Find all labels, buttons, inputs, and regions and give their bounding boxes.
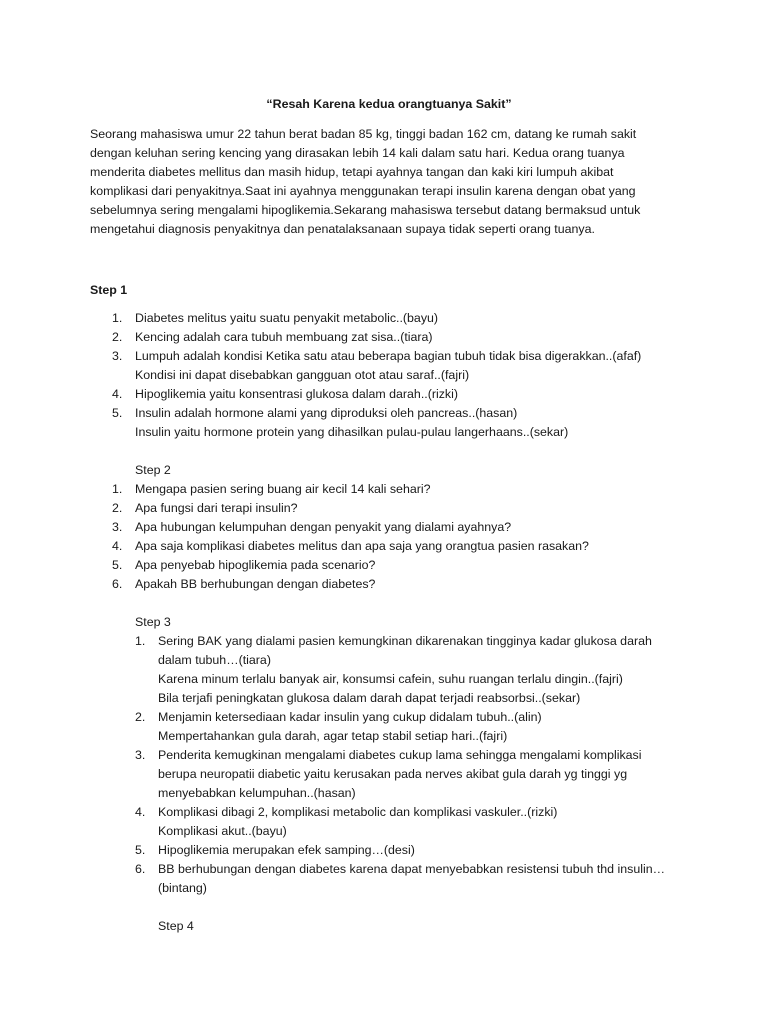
list-item xyxy=(90,632,768,708)
list-item-number: 3. xyxy=(112,520,123,534)
list-item-line: Apa saja komplikasi diabetes melitus dan apa saja yang orangtua pasien rasakan? xyxy=(135,539,589,553)
list-item-number: 6. xyxy=(135,862,146,876)
list-item xyxy=(90,480,768,499)
list-item-line: (bintang) xyxy=(158,881,207,895)
list-item xyxy=(90,575,768,594)
list-item-number: 5. xyxy=(112,558,123,572)
scenario-paragraph xyxy=(90,125,768,239)
step2-list xyxy=(90,480,768,594)
scenario-line: mengetahui diagnosis penyakitnya dan penatalaksanaan supaya tidak seperti orang tuanya. xyxy=(90,222,595,236)
list-item-number: 4. xyxy=(135,805,146,819)
list-item-line: Karena minum terlalu banyak air, konsumsi cafein, suhu ruangan terlalu dingin..(fajri) xyxy=(158,672,623,686)
list-item-line: Penderita kemugkinan mengalami diabetes cukup lama sehingga mengalami komplikasi xyxy=(158,748,642,762)
list-item-number: 6. xyxy=(112,577,123,591)
list-item-line: Komplikasi dibagi 2, komplikasi metabolic dan komplikasi vaskuler..(rizki) xyxy=(158,805,558,819)
list-item-line: berupa neuropatii diabetic yaitu kerusakan pada nerves akibat gula darah yg tinggi yg xyxy=(158,767,628,781)
list-item-line: menyebabkan kelumpuhan..(hasan) xyxy=(158,786,356,800)
list-item-line: Hipoglikemia merupakan efek samping…(desi) xyxy=(158,843,415,857)
list-item-number: 1. xyxy=(135,634,146,648)
list-item xyxy=(90,803,768,841)
list-item-number: 5. xyxy=(135,843,146,857)
list-item-line: Hipoglikemia yaitu konsentrasi glukosa dalam darah..(rizki) xyxy=(135,387,458,401)
list-item xyxy=(90,708,768,746)
list-item-number: 5. xyxy=(112,406,123,420)
list-item-number: 4. xyxy=(112,539,123,553)
list-item-line: Komplikasi akut..(bayu) xyxy=(158,824,287,838)
list-item-line: dalam tubuh…(tiara) xyxy=(158,653,271,667)
scenario-line: sebelumnya sering mengalami hipoglikemia.Sekarang mahasiswa tersebut datang bermaksud untuk xyxy=(90,203,641,217)
list-item xyxy=(90,860,768,898)
list-item-number: 1. xyxy=(112,482,123,496)
list-item-number: 2. xyxy=(112,330,123,344)
list-item-line: BB berhubungan dengan diabetes karena dapat menyebabkan resistensi tubuh thd insulin… xyxy=(158,862,665,876)
list-item-line: Bila terjafi peningkatan glukosa dalam darah dapat terjadi reabsorbsi..(sekar) xyxy=(158,691,581,705)
list-item xyxy=(90,385,768,404)
step4-heading: Step 4 xyxy=(158,919,194,933)
step1-list xyxy=(90,309,768,442)
list-item xyxy=(90,309,768,328)
list-item xyxy=(90,328,768,347)
list-item-line: Insulin yaitu hormone protein yang dihasilkan pulau-pulau langerhaans..(sekar) xyxy=(135,425,569,439)
list-item xyxy=(90,556,768,575)
list-item-line: Apa penyebab hipoglikemia pada scenario? xyxy=(135,558,376,572)
list-item-number: 4. xyxy=(112,387,123,401)
list-item-number: 1. xyxy=(112,311,123,325)
list-item-line: Apa hubungan kelumpuhan dengan penyakit yang dialami ayahnya? xyxy=(135,520,512,534)
list-item-number: 2. xyxy=(112,501,123,515)
list-item-line: Apakah BB berhubungan dengan diabetes? xyxy=(135,577,376,591)
step3-list xyxy=(90,632,768,898)
list-item xyxy=(90,746,768,803)
list-item-line: Sering BAK yang dialami pasien kemungkinan dikarenakan tingginya kadar glukosa darah xyxy=(158,634,652,648)
list-item-line: Apa fungsi dari terapi insulin? xyxy=(135,501,298,515)
list-item-line: Mengapa pasien sering buang air kecil 14 kali sehari? xyxy=(135,482,431,496)
scenario-line: menderita diabetes mellitus dan masih hidup, tetapi ayahnya tangan dan kaki kiri lumpuh akibat xyxy=(90,165,614,179)
list-item-line: Kencing adalah cara tubuh membuang zat sisa..(tiara) xyxy=(135,330,433,344)
list-item-line: Kondisi ini dapat disebabkan gangguan otot atau saraf..(fajri) xyxy=(135,368,470,382)
list-item xyxy=(90,841,768,860)
step1-heading: Step 1 xyxy=(90,283,128,297)
list-item xyxy=(90,537,768,556)
list-item xyxy=(90,518,768,537)
scenario-line: Seorang mahasiswa umur 22 tahun berat badan 85 kg, tinggi badan 162 cm, datang ke rumah sakit xyxy=(90,127,637,141)
list-item xyxy=(90,404,768,442)
list-item-line: Diabetes melitus yaitu suatu penyakit metabolic..(bayu) xyxy=(135,311,439,325)
list-item-line: Mempertahankan gula darah, agar tetap stabil setiap hari..(fajri) xyxy=(158,729,508,743)
scenario-line: komplikasi dari penyakitnya.Saat ini ayahnya menggunakan terapi insulin karena dengan obat yang xyxy=(90,184,636,198)
document-title: “Resah Karena kedua orangtuanya Sakit” xyxy=(266,97,512,111)
list-item xyxy=(90,499,768,518)
step2-heading: Step 2 xyxy=(135,463,171,477)
list-item-line: Lumpuh adalah kondisi Ketika satu atau beberapa bagian tubuh tidak bisa digerakkan..(afaf) xyxy=(135,349,642,363)
list-item-line: Insulin adalah hormone alami yang diproduksi oleh pancreas..(hasan) xyxy=(135,406,518,420)
list-item-number: 2. xyxy=(135,710,146,724)
scenario-line: dengan keluhan sering kencing yang dirasakan lebih 14 kali dalam satu hari. Kedua orang tuanya xyxy=(90,146,625,160)
list-item-number: 3. xyxy=(135,748,146,762)
list-item-line: Menjamin ketersediaan kadar insulin yang cukup didalam tubuh..(alin) xyxy=(158,710,542,724)
step3-heading: Step 3 xyxy=(135,615,171,629)
list-item-number: 3. xyxy=(112,349,123,363)
list-item xyxy=(90,347,768,385)
